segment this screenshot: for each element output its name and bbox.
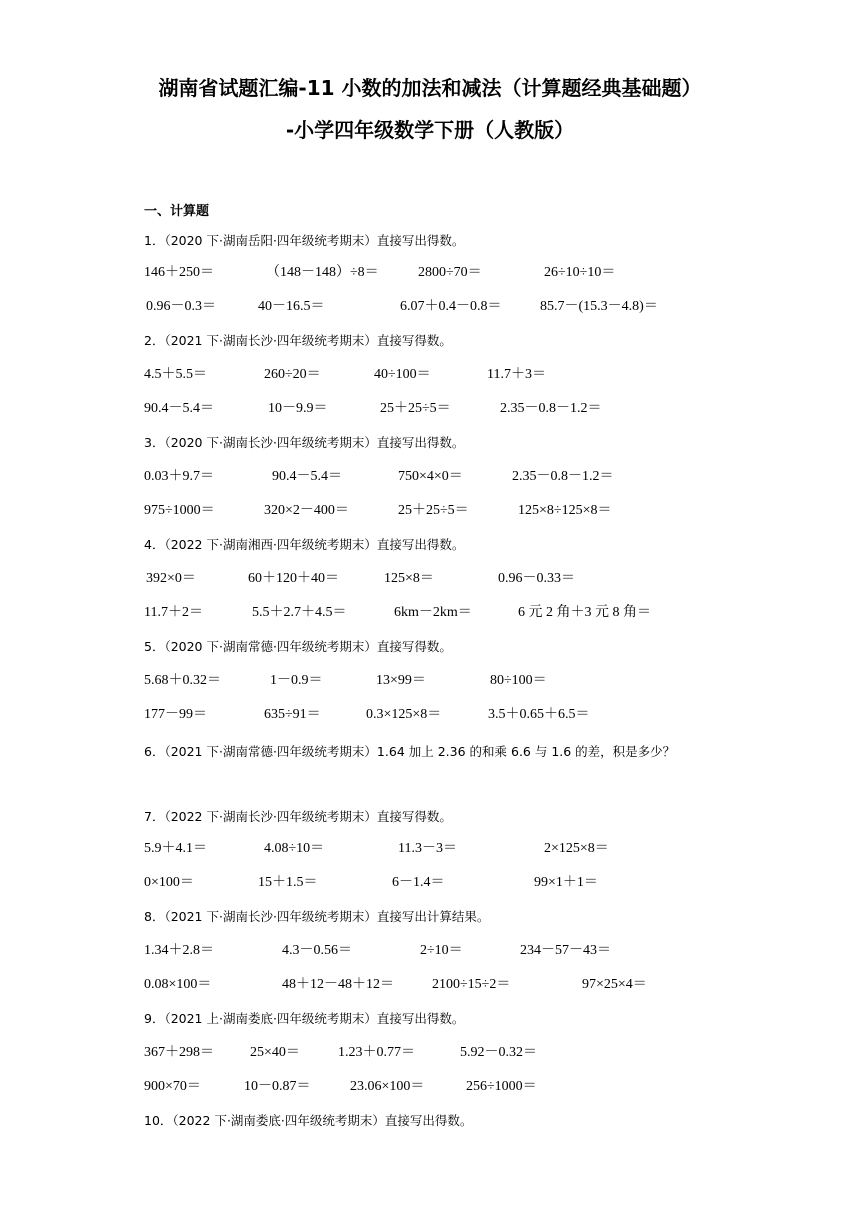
expression: 80÷100＝	[490, 673, 547, 688]
expression: 320×2－400＝	[264, 503, 349, 518]
question-1-heading: 1．（2020 下·湖南岳阳·四年级统考期末）直接写出得数。	[144, 233, 465, 248]
expression: 40÷100＝	[374, 367, 431, 382]
question-7-heading: 7．（2022 下·湖南长沙·四年级统考期末）直接写得数。	[144, 809, 452, 824]
expression: 2100÷15÷2＝	[432, 977, 511, 992]
question-4-row-2	[144, 602, 770, 624]
expression: 90.4－5.4＝	[272, 469, 342, 484]
expression: 5.92－0.32＝	[460, 1045, 537, 1060]
question-9-row-2	[144, 1076, 770, 1098]
expression: 392×0＝	[146, 571, 196, 586]
expression: 146＋250＝	[144, 265, 214, 280]
expression: （148－148）÷8＝	[266, 265, 379, 280]
expression: 3.5＋0.65＋6.5＝	[488, 707, 590, 722]
expression: 0.3×125×8＝	[366, 707, 442, 722]
question-2-row-2	[144, 398, 770, 420]
expression: 6.07＋0.4－0.8＝	[400, 299, 502, 314]
expression: 0×100＝	[144, 875, 194, 890]
expression: 0.03＋9.7＝	[144, 469, 214, 484]
question-5-heading: 5．（2020 下·湖南常德·四年级统考期末）直接写得数。	[144, 639, 452, 654]
expression: 25＋25÷5＝	[398, 503, 469, 518]
title-line-2: -小学四年级数学下册（人教版）	[285, 118, 575, 142]
expression: 26÷10÷10＝	[544, 265, 616, 280]
question-8-row-1	[144, 940, 770, 962]
question-7-row-1	[144, 838, 770, 860]
expression: 0.96－0.33＝	[498, 571, 575, 586]
expression: 2800÷70＝	[418, 265, 482, 280]
question-4-heading: 4．（2022 下·湖南湘西·四年级统考期末）直接写出得数。	[144, 537, 465, 552]
expression: 1－0.9＝	[270, 673, 323, 688]
expression: 975÷1000＝	[144, 503, 215, 518]
question-6-text: 6．（2021 下·湖南常德·四年级统考期末）1.64 加上 2.36 的和乘 6.6 与 1.6 的差，积是多少？	[144, 744, 676, 759]
expression: 40－16.5＝	[258, 299, 325, 314]
expression: 10－9.9＝	[268, 401, 328, 416]
expression: 6km－2km＝	[394, 605, 472, 620]
expression: 4.3－0.56＝	[282, 943, 352, 958]
expression: 5.9＋4.1＝	[144, 841, 207, 856]
expression: 13×99＝	[376, 673, 426, 688]
expression: 6－1.4＝	[392, 875, 445, 890]
expression: 1.34＋2.8＝	[144, 943, 214, 958]
expression: 99×1＋1＝	[534, 875, 598, 890]
expression: 11.7＋2＝	[144, 605, 203, 620]
expression: 48＋12－48＋12＝	[282, 977, 394, 992]
expression: 177－99＝	[144, 707, 207, 722]
question-4-row-1	[144, 568, 770, 590]
title-line-1: 湖南省试题汇编-11 小数的加法和减法（计算题经典基础题）	[158, 76, 702, 100]
expression: 2.35－0.8－1.2＝	[500, 401, 602, 416]
expression: 2×125×8＝	[544, 841, 609, 856]
expression: 97×25×4＝	[582, 977, 647, 992]
expression: 4.5＋5.5＝	[144, 367, 207, 382]
expression: 5.5＋2.7＋4.5＝	[252, 605, 347, 620]
question-9-row-1	[144, 1042, 770, 1064]
expression: 6 元 2 角＋3 元 8 角＝	[518, 605, 651, 620]
expression: 256÷1000＝	[466, 1079, 537, 1094]
expression: 23.06×100＝	[350, 1079, 425, 1094]
question-1-row-2	[144, 296, 770, 318]
question-9-heading: 9．（2021 上·湖南娄底·四年级统考期末）直接写出得数。	[144, 1011, 465, 1026]
expression: 2÷10＝	[420, 943, 463, 958]
question-8-heading: 8．（2021 下·湖南长沙·四年级统考期末）直接写出计算结果。	[144, 909, 490, 924]
expression: 0.96－0.3＝	[146, 299, 216, 314]
expression: 2.35－0.8－1.2＝	[512, 469, 614, 484]
expression: 4.08÷10＝	[264, 841, 325, 856]
expression: 125×8＝	[384, 571, 434, 586]
expression: 60＋120＋40＝	[248, 571, 339, 586]
question-3-heading: 3．（2020 下·湖南长沙·四年级统考期末）直接写出得数。	[144, 435, 465, 450]
question-1-row-1	[144, 262, 770, 284]
expression: 25×40＝	[250, 1045, 300, 1060]
question-10-heading: 10．（2022 下·湖南娄底·四年级统考期末）直接写出得数。	[144, 1113, 473, 1128]
expression: 11.7＋3＝	[487, 367, 546, 382]
expression: 15＋1.5＝	[258, 875, 318, 890]
expression: 90.4－5.4＝	[144, 401, 214, 416]
question-7-row-2	[144, 872, 770, 894]
expression: 0.08×100＝	[144, 977, 212, 992]
expression: 234－57－43＝	[520, 943, 611, 958]
question-2-row-1	[144, 364, 770, 386]
expression: 10－0.87＝	[244, 1079, 311, 1094]
question-5-row-2	[144, 704, 770, 726]
question-5-row-1	[144, 670, 770, 692]
expression: 5.68＋0.32＝	[144, 673, 221, 688]
question-8-row-2	[144, 974, 770, 996]
expression: 11.3－3＝	[398, 841, 457, 856]
section-heading: 一、计算题	[144, 204, 210, 219]
expression: 1.23＋0.77＝	[338, 1045, 415, 1060]
expression: 900×70＝	[144, 1079, 201, 1094]
question-2-heading: 2．（2021 下·湖南长沙·四年级统考期末）直接写得数。	[144, 333, 452, 348]
expression: 635÷91＝	[264, 707, 321, 722]
question-3-row-1	[144, 466, 770, 488]
expression: 260÷20＝	[264, 367, 321, 382]
question-3-row-2	[144, 500, 770, 522]
expression: 25＋25÷5＝	[380, 401, 451, 416]
expression: 367＋298＝	[144, 1045, 214, 1060]
expression: 125×8÷125×8＝	[518, 503, 612, 518]
expression: 85.7－(15.3－4.8)＝	[540, 299, 658, 314]
expression: 750×4×0＝	[398, 469, 463, 484]
